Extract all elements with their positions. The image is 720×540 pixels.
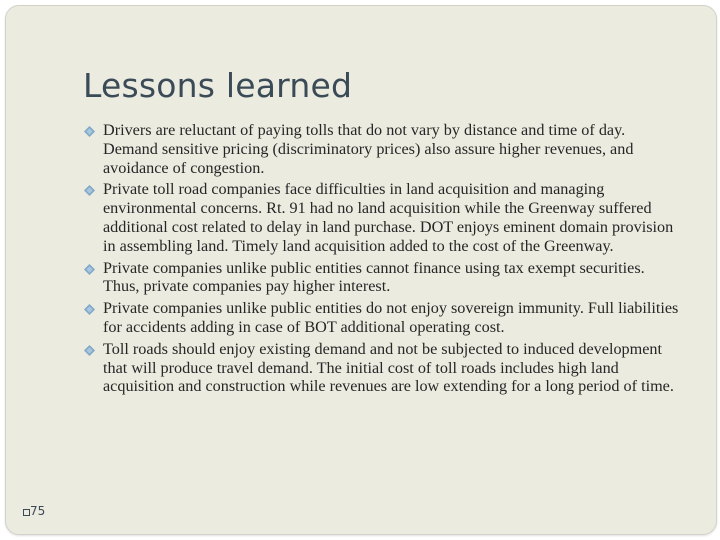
- diamond-bullet-icon: [84, 264, 95, 275]
- bullet-text: Private companies unlike public entities do not enjoy sovereign immunity. Full liabilities for accidents adding in case of BOT additional operating cost.: [103, 299, 679, 336]
- bullet-item: [83, 259, 683, 297]
- diamond-bullet-icon: [84, 185, 95, 196]
- slide-number-text: 75: [30, 504, 46, 518]
- bullet-text: Private toll road companies face difficulties in land acquisition and managing environmental concerns. Rt. 91 had no land acquisition while the Greenway suffered additional cost related to delay in land purchase. DOT enjoys eminent domain provision in assembling land. Timely land acquisition added to the cost of the Greenway.: [103, 180, 674, 255]
- bullet-item: [83, 121, 683, 177]
- bullet-text: Toll roads should enjoy existing demand and not be subjected to induced development that will produce travel demand. The initial cost of toll roads includes high land acquisition and construction while revenues are low extending for a long period of time.: [103, 339, 674, 396]
- slide-title: Lessons learned: [83, 66, 353, 105]
- bullet-text: Private companies unlike public entities cannot finance using tax exempt securities. Thus, private companies pay higher interest.: [103, 258, 645, 296]
- diamond-bullet-icon: [84, 126, 95, 137]
- bullet-item: [83, 299, 683, 337]
- bullet-text: Drivers are reluctant of paying tolls that do not vary by distance and time of day. Demand sensitive pricing (discriminatory prices) also assure higher revenues, and avoidance of congestion.: [103, 121, 634, 177]
- diamond-bullet-icon: [84, 304, 95, 315]
- slide: [5, 5, 717, 535]
- square-bullet-icon: [23, 509, 30, 516]
- slide-number: [23, 502, 49, 524]
- bullet-item: [83, 180, 683, 255]
- bullet-list: [83, 121, 683, 399]
- bullet-item: [83, 340, 683, 396]
- diamond-bullet-icon: [84, 345, 95, 356]
